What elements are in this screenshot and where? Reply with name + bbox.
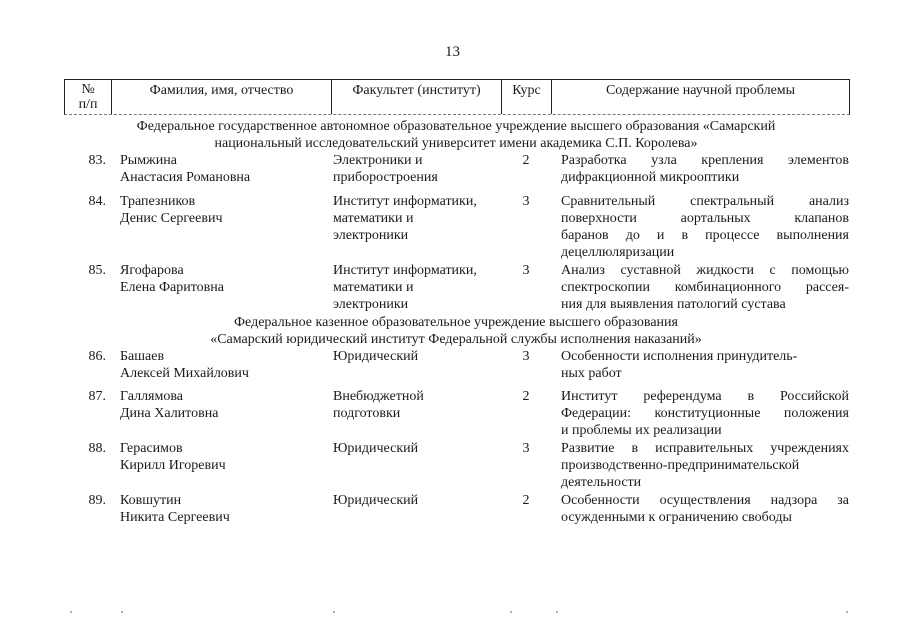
surname: Рымжина — [120, 153, 177, 168]
row-description — [561, 152, 849, 186]
row-number: 83. — [88, 153, 106, 168]
surname: Галлямова — [120, 389, 183, 404]
faculty-line: электроники — [333, 228, 409, 243]
description-line: ния для выявления патологий сустава — [561, 297, 786, 312]
description-line: баранов до и в процессе выполнения — [561, 228, 849, 243]
header-course: Курс — [502, 80, 552, 114]
row-name — [120, 388, 320, 422]
faculty-line: электроники — [333, 297, 409, 312]
header-number-abbr: п/п — [78, 97, 98, 112]
row-description — [561, 262, 849, 313]
table-header — [64, 79, 850, 115]
faculty-line: математики и — [333, 280, 414, 295]
section-title-samara-university — [64, 118, 848, 152]
row-faculty — [333, 440, 505, 457]
given-names: Дина Халитовна — [120, 406, 219, 421]
row-course: 3 — [522, 263, 530, 278]
scan-speck — [70, 611, 72, 613]
row-course: 3 — [522, 194, 530, 209]
row-description — [561, 193, 849, 261]
scan-speck — [556, 611, 558, 613]
row-faculty — [333, 388, 505, 422]
row-faculty — [333, 262, 505, 313]
header-description: Содержание научной проблемы — [605, 83, 796, 98]
row-description — [561, 348, 849, 382]
row-description — [561, 440, 849, 491]
header-faculty: Факультет (институт) — [332, 80, 502, 114]
given-names: Денис Сергеевич — [120, 211, 223, 226]
row-faculty — [333, 492, 505, 509]
section-title-line: Федеральное казенное образовательное учреждение высшего образования — [233, 315, 678, 330]
row-number: 84. — [88, 194, 106, 209]
description-line: осужденными к ограничению свободы — [561, 510, 792, 525]
given-names: Анастасия Романовна — [120, 170, 251, 185]
row-number: 89. — [88, 493, 106, 508]
description-line: производственно-предпринимательской — [561, 458, 800, 473]
header-full-name: Фамилия, имя, отчество — [112, 80, 332, 114]
surname: Ягофарова — [120, 263, 184, 278]
section-title-law-institute — [64, 314, 848, 348]
description-line: и проблемы их реализации — [561, 423, 722, 438]
faculty-line: Институт информатики, — [333, 263, 477, 278]
description-line: Особенности осуществления надзора за — [561, 493, 849, 508]
description-line: Сравнительный спектральный анализ — [561, 194, 849, 209]
row-name — [120, 348, 320, 382]
row-name — [120, 193, 320, 227]
faculty-line: Юридический — [333, 493, 419, 508]
faculty-line: Юридический — [333, 441, 419, 456]
description-line: ных работ — [561, 366, 622, 381]
description-line: Анализ суставной жидкости с помощью — [561, 263, 849, 278]
row-description — [561, 492, 849, 526]
page-number: 13 — [445, 44, 460, 60]
faculty-line: математики и — [333, 211, 414, 226]
given-names: Кирилл Игоревич — [120, 458, 226, 473]
row-faculty — [333, 193, 505, 244]
surname: Трапезников — [120, 194, 196, 209]
row-description — [561, 388, 849, 439]
row-faculty — [333, 348, 505, 365]
row-course: 2 — [522, 493, 530, 508]
description-line: Особенности исполнения принудитель- — [561, 349, 798, 364]
scan-speck — [846, 611, 848, 613]
row-course: 3 — [522, 441, 530, 456]
description-line: Федерации: конституционные положения — [561, 406, 849, 421]
description-line: поверхности аортальных клапанов — [561, 211, 849, 226]
scan-speck — [333, 611, 335, 613]
row-name — [120, 440, 320, 474]
faculty-line: Электроники и — [333, 153, 423, 168]
row-name — [120, 492, 320, 526]
row-number: 86. — [88, 349, 106, 364]
row-course: 2 — [522, 389, 530, 404]
row-number: 88. — [88, 441, 106, 456]
faculty-line: подготовки — [333, 406, 401, 421]
description-line: Разработка узла крепления элементов — [561, 153, 849, 168]
scan-speck — [121, 611, 123, 613]
row-name — [120, 262, 320, 296]
faculty-line: Внебюджетной — [333, 389, 424, 404]
scan-speck — [510, 611, 512, 613]
row-course: 2 — [522, 153, 530, 168]
row-number: 87. — [88, 389, 106, 404]
description-line: дифракционной микрооптики — [561, 170, 740, 185]
faculty-line: приборостроения — [333, 170, 438, 185]
section-title-line: Федеральное государственное автономное образовательное учреждение высшего образования «Самарский — [136, 119, 776, 134]
description-line: спектроскопии комбинационного рассея- — [561, 280, 849, 295]
description-line: деятельности — [561, 475, 642, 490]
given-names: Елена Фаритовна — [120, 280, 224, 295]
description-line: децеллюляризации — [561, 245, 675, 260]
row-faculty — [333, 152, 505, 186]
faculty-line: Институт информатики, — [333, 194, 477, 209]
surname: Башаев — [120, 349, 165, 364]
header-number — [65, 80, 112, 114]
given-names: Никита Сергеевич — [120, 510, 230, 525]
given-names: Алексей Михайлович — [120, 366, 249, 381]
row-course: 3 — [522, 349, 530, 364]
header-number-symbol: № — [81, 82, 95, 97]
row-number: 85. — [88, 263, 106, 278]
row-name — [120, 152, 320, 186]
surname: Ковшутин — [120, 493, 182, 508]
section-title-line: «Самарский юридический институт Федеральной службы исполнения наказаний» — [210, 332, 702, 347]
section-title-line: национальный исследовательский университет имени академика С.П. Королева» — [214, 136, 698, 151]
description-line: Развитие в исправительных учреждениях — [561, 441, 849, 456]
faculty-line: Юридический — [333, 349, 419, 364]
description-line: Институт референдума в Российской — [561, 389, 849, 404]
surname: Герасимов — [120, 441, 183, 456]
